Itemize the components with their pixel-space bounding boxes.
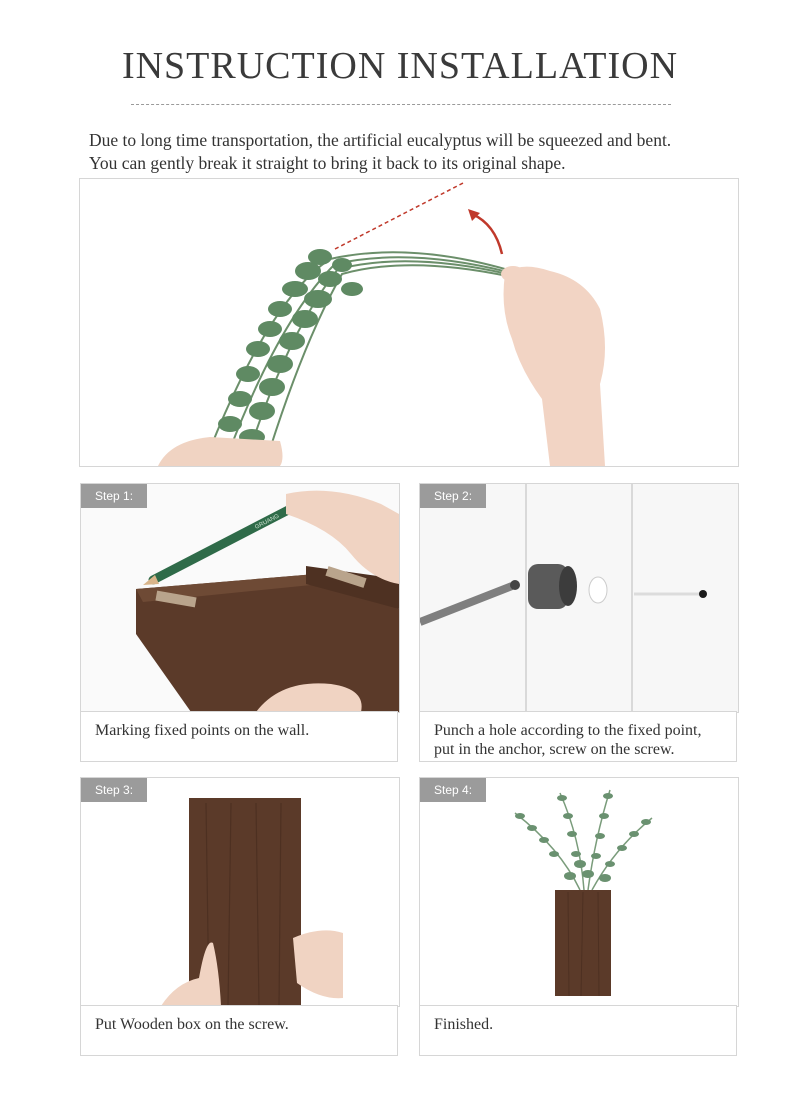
title-divider <box>131 104 671 105</box>
left-hand <box>158 437 283 466</box>
step-4-caption-text: Finished. <box>434 1016 494 1033</box>
hero-image-straighten-eucalyptus <box>79 178 739 467</box>
step-1-badge: Step 1: <box>81 484 147 508</box>
curved-arrow-icon <box>472 214 502 254</box>
eucalyptus-leaves <box>218 249 363 445</box>
step-2-caption-line-1: Punch a hole according to the fixed point, <box>434 722 702 739</box>
step-4-caption <box>419 1005 737 1056</box>
step-3-caption-text: Put Wooden box on the screw. <box>95 1016 289 1033</box>
step-4-image <box>419 777 739 1007</box>
screw-head <box>699 590 707 598</box>
intro-line-2: You can gently break it straight to bring it back to its original shape. <box>89 153 566 173</box>
step-3-image <box>80 777 400 1007</box>
step-1-caption <box>80 711 398 762</box>
step-2-badge: Step 2: <box>420 484 486 508</box>
step-4-badge: Step 4: <box>420 778 486 802</box>
pencil-brand-text: GRUANG <box>254 513 281 531</box>
step-2-caption-line-2: put in the anchor, screw on the screw. <box>434 741 675 758</box>
intro-text <box>89 129 769 175</box>
intro-line-1: Due to long time transportation, the artificial eucalyptus will be squeezed and bent. <box>89 130 672 150</box>
wall-anchor <box>589 577 607 603</box>
dashed-guide-line <box>335 182 465 249</box>
step-3-caption <box>80 1005 398 1056</box>
right-hand <box>501 266 605 466</box>
page-title: INSTRUCTION INSTALLATION <box>121 45 679 87</box>
step-1-image <box>80 483 400 713</box>
step-1-caption-text: Marking fixed points on the wall. <box>95 722 310 739</box>
step-2-image <box>419 483 739 713</box>
step-3-badge: Step 3: <box>81 778 147 802</box>
step-2-caption <box>419 711 737 762</box>
